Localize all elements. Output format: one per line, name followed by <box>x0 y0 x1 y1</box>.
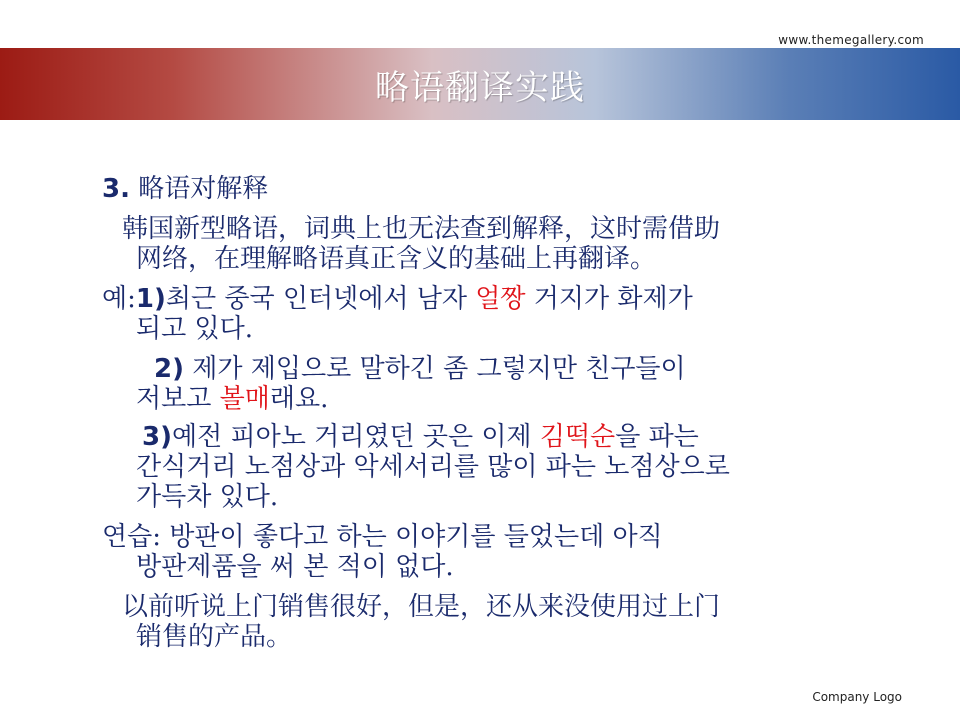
highlight-term-2: 볼매 <box>219 384 270 414</box>
translation-line-2: 销售的产品。 <box>136 622 293 652</box>
title-bar <box>0 48 960 120</box>
heading-text: 略语对解释 <box>138 174 269 204</box>
example-3-line-3: 가득차 있다. <box>136 482 279 512</box>
example-2-number: 2) <box>154 354 184 384</box>
example-2-text-b2: 래요. <box>269 384 329 414</box>
example-2-line-1 <box>154 354 686 384</box>
heading-number: 3. <box>102 174 130 204</box>
translation-line-1: 以前听说上门销售很好，但是，还从来没使用过上门 <box>122 592 721 622</box>
highlight-term-1: 얼짱 <box>475 284 526 314</box>
example-3-line-2: 간식거리 노점상과 악세서리를 많이 파는 노점상으로 <box>136 452 730 482</box>
example-1-text-b: 거지가 화제가 <box>525 284 693 314</box>
example-3-line-1 <box>142 422 699 452</box>
practice-line-2: 방판제품을 써 본 적이 없다. <box>136 552 454 582</box>
example-1-line-2: 되고 있다. <box>136 314 253 344</box>
example-1-number: 1) <box>135 284 166 314</box>
example-3-text-b: 을 파는 <box>615 422 699 452</box>
example-1-line-1 <box>102 284 693 314</box>
intro-line-1: 韩国新型略语，词典上也无法查到解释，这时需借助 <box>122 214 721 244</box>
example-2-line-2 <box>136 384 328 414</box>
intro-line-2: 网络，在理解略语真正含义的基础上再翻译。 <box>136 244 657 274</box>
company-logo: Company Logo <box>812 690 902 704</box>
practice-text-1: 방판이 좋다고 하는 이야기를 들었는데 아직 <box>161 522 663 552</box>
example-prefix: 예: <box>102 284 136 314</box>
example-2-text-a: 제가 제입으로 말하긴 좀 그렇지만 친구들이 <box>183 354 686 384</box>
example-1-text-a: 최근 중국 인터넷에서 남자 <box>165 284 476 314</box>
example-2-text-b1: 저보고 <box>136 384 220 414</box>
section-heading <box>102 174 268 204</box>
slide-title: 略语翻译实践 <box>375 67 585 108</box>
practice-prefix: 연습: <box>102 522 161 552</box>
example-3-text-a: 예전 피아노 거리였던 곳은 이제 <box>171 422 540 452</box>
website-url: www.themegallery.com <box>778 33 924 47</box>
example-3-number: 3) <box>142 422 172 452</box>
practice-line-1 <box>102 522 663 552</box>
highlight-term-3: 김떡순 <box>539 422 616 452</box>
